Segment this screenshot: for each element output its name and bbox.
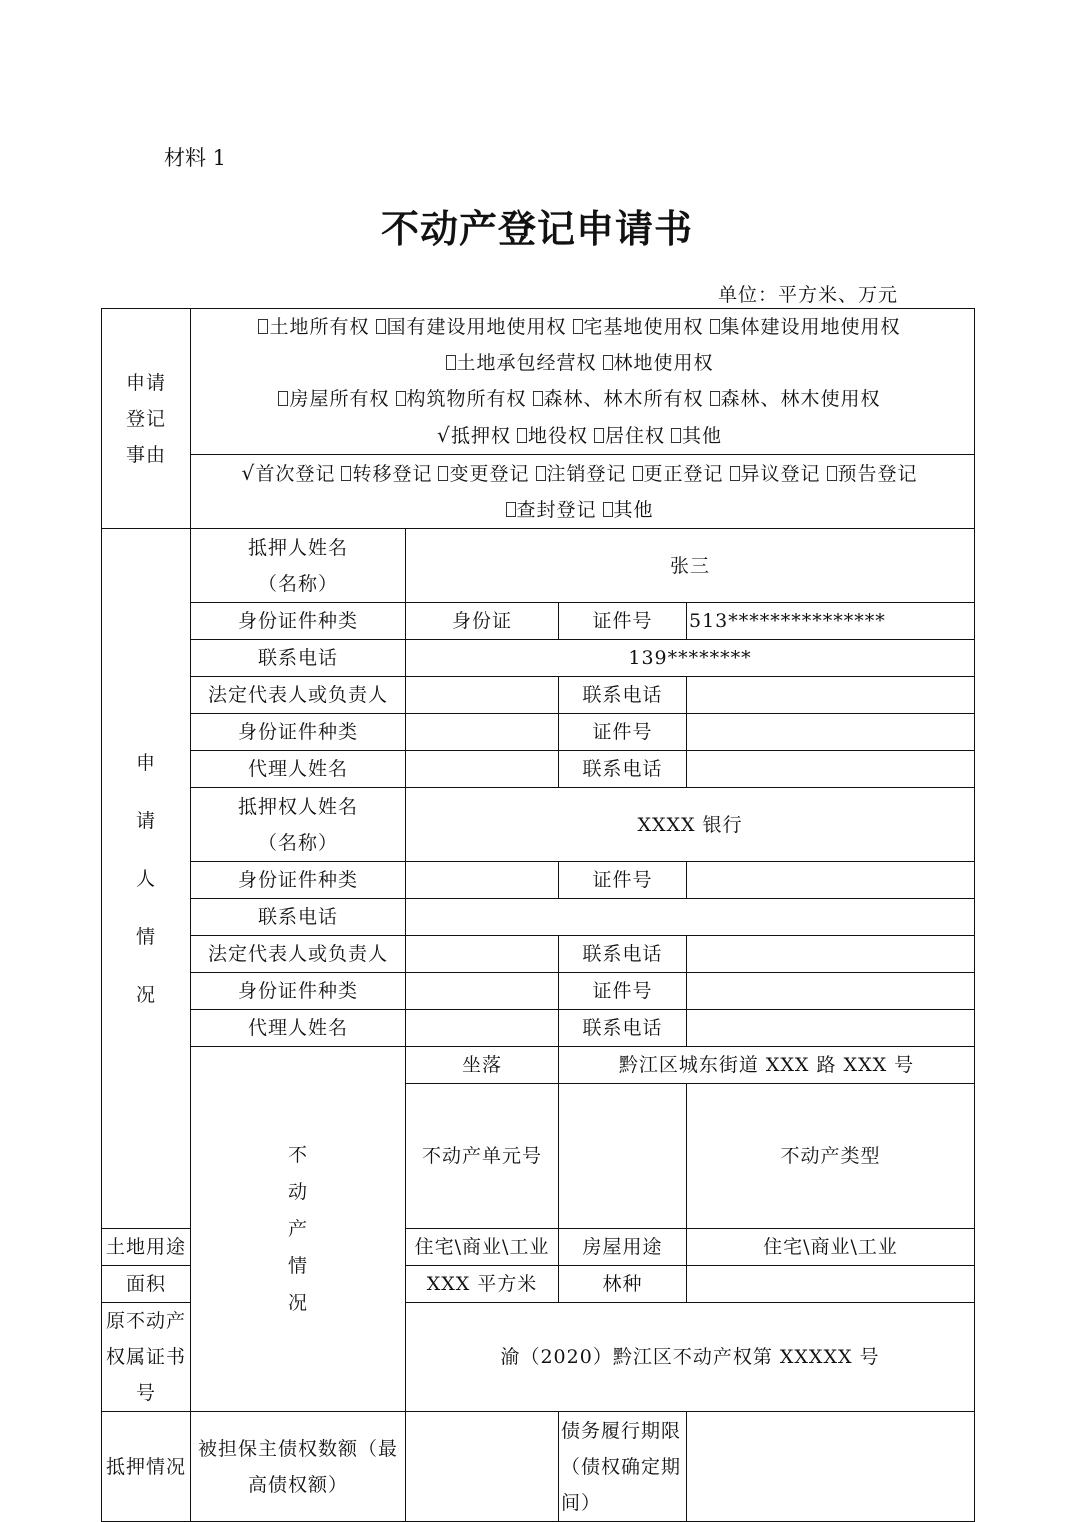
option-label: 注销登记 <box>546 463 627 485</box>
mortgagee-legal-rep-label: 法定代表人或负责人 <box>191 936 406 973</box>
page-title: 不动产登记申请书 <box>380 206 693 251</box>
checkbox-icon <box>396 391 406 406</box>
mortgagee-legal-id-no-value[interactable] <box>687 973 975 1010</box>
area-value[interactable]: XXX 平方米 <box>406 1266 559 1303</box>
mortgagee-legal-id-type-label: 身份证件种类 <box>191 973 406 1010</box>
mortgagee-phone-value[interactable] <box>406 899 975 936</box>
option-label: 其他 <box>682 425 723 447</box>
area-label: 面积 <box>102 1266 191 1303</box>
mortgagee-legal-phone-label: 联系电话 <box>559 936 687 973</box>
option-rights_line1-2[interactable] <box>573 309 704 345</box>
id-no-label: 证件号 <box>559 603 687 640</box>
unit-no-value[interactable] <box>559 1084 687 1229</box>
option-rights_line2-0[interactable] <box>278 381 389 417</box>
checkbox-icon <box>603 502 613 517</box>
option-label: 森林、林木所有权 <box>543 388 704 410</box>
option-label: 国有建设用地使用权 <box>386 316 567 338</box>
application-form <box>101 308 975 1522</box>
option-label: 其他 <box>613 499 654 521</box>
agent-label: 代理人姓名 <box>191 751 406 788</box>
location-value[interactable]: 黔江区城东街道 XXX 路 XXX 号 <box>559 1047 975 1084</box>
option-label: 查封登记 <box>516 499 597 521</box>
mortgagor-name-label: 抵押人姓名 （名称） <box>191 529 406 603</box>
term-value[interactable] <box>687 1412 975 1522</box>
forest-label: 林种 <box>559 1266 687 1303</box>
checkbox-icon <box>536 466 546 481</box>
option-rights_line3-3[interactable] <box>671 418 722 454</box>
option-rights_line2-3[interactable] <box>710 381 881 417</box>
option-types-4[interactable] <box>633 456 724 492</box>
id-type-value[interactable]: 身份证 <box>406 603 559 640</box>
option-rights_line2-2[interactable] <box>533 381 704 417</box>
checkbox-icon <box>533 391 543 406</box>
matter-side-label: 申请 登记 事由 <box>102 309 191 529</box>
option-rights_line3-1[interactable] <box>517 418 588 454</box>
rights-line-3 <box>193 417 972 454</box>
option-label: 预告登记 <box>837 463 918 485</box>
cert-value[interactable]: 渝（2020）黔江区不动产权第 XXXXX 号 <box>406 1303 975 1412</box>
rights-options <box>191 309 975 455</box>
mortgagee-agent-phone-value[interactable] <box>687 1010 975 1047</box>
unit-note: 单位：平方米、万元 <box>718 284 899 306</box>
option-rights_line1-4[interactable] <box>446 345 597 381</box>
legal-rep-value[interactable] <box>406 677 559 714</box>
option-rights_line1-0[interactable] <box>258 309 369 345</box>
option-label: 构筑物所有权 <box>406 388 527 410</box>
legal-id-type-label: 身份证件种类 <box>191 714 406 751</box>
mortgagee-name-value[interactable]: XXXX 银行 <box>406 788 975 862</box>
option-label: 居住权 <box>605 425 666 447</box>
checkbox-icon <box>710 319 720 334</box>
legal-rep-label: 法定代表人或负责人 <box>191 677 406 714</box>
option-label: 土地承包经营权 <box>456 352 597 374</box>
checkbox-icon <box>376 319 386 334</box>
registration-type-options <box>191 455 975 529</box>
land-use-label: 土地用途 <box>102 1229 191 1266</box>
checkbox-icon <box>573 319 583 334</box>
option-label: 房屋所有权 <box>289 388 390 410</box>
house-use-label: 房屋用途 <box>559 1229 687 1266</box>
mortgage-side-label: 抵押情况 <box>102 1412 191 1522</box>
mortgagee-legal-phone-value[interactable] <box>687 936 975 973</box>
option-rights_line3-0[interactable] <box>437 417 511 454</box>
option-label: 变更登记 <box>449 463 530 485</box>
legal-id-no-value[interactable] <box>687 714 975 751</box>
agent-phone-value[interactable] <box>687 751 975 788</box>
legal-id-no-label: 证件号 <box>559 714 687 751</box>
option-rights_line1-1[interactable] <box>376 309 567 345</box>
checkbox-icon <box>730 466 740 481</box>
checkbox-icon <box>278 391 288 406</box>
phone-label: 联系电话 <box>191 640 406 677</box>
legal-phone-label: 联系电话 <box>559 677 687 714</box>
option-types-1[interactable] <box>341 456 432 492</box>
option-types-2[interactable] <box>438 456 529 492</box>
property-side-label: 不 动 产 情 况 <box>191 1047 406 1412</box>
option-rights_line1-5[interactable] <box>603 345 714 381</box>
mortgagee-agent-phone-label: 联系电话 <box>559 1010 687 1047</box>
checkbox-icon <box>603 355 613 370</box>
document-label: 材料 1 <box>164 146 227 170</box>
option-label: 首次登记 <box>255 463 336 485</box>
option-label: 转移登记 <box>352 463 433 485</box>
phone-value[interactable]: 139******** <box>406 640 975 677</box>
mortgagee-id-type-value[interactable] <box>406 862 559 899</box>
unit-no-label: 不动产单元号 <box>406 1084 559 1229</box>
mortgagee-name-label: 抵押权人姓名 （名称） <box>191 788 406 862</box>
mortgagee-legal-id-no-label: 证件号 <box>559 973 687 1010</box>
mortgagor-name-value[interactable]: 张三 <box>406 529 975 603</box>
option-label: 土地所有权 <box>269 316 370 338</box>
option-types-6[interactable] <box>827 456 918 492</box>
id-type-label: 身份证件种类 <box>191 603 406 640</box>
applicant-side-label: 申 请 人 情 况 <box>102 529 191 1229</box>
checkbox-icon <box>594 428 604 443</box>
option-label: 地役权 <box>528 425 589 447</box>
mortgagee-id-type-label: 身份证件种类 <box>191 862 406 899</box>
checkbox-icon <box>258 319 268 334</box>
option-types-8[interactable] <box>603 492 654 528</box>
checkmark-icon: √ <box>241 461 256 485</box>
checkbox-icon <box>506 502 516 517</box>
checkbox-icon <box>633 466 643 481</box>
checkbox-icon <box>710 391 720 406</box>
land-use-value[interactable]: 住宅\商业\工业 <box>406 1229 559 1266</box>
rights-line-1 <box>193 309 972 381</box>
option-label: 林地使用权 <box>613 352 714 374</box>
option-label: 异议登记 <box>740 463 821 485</box>
mortgagee-id-no-label: 证件号 <box>559 862 687 899</box>
option-rights_line1-3[interactable] <box>710 309 901 345</box>
option-types-3[interactable] <box>536 456 627 492</box>
amount-label: 被担保主债权数额（最高债权额） <box>191 1412 406 1522</box>
property-type-label: 不动产类型 <box>687 1084 975 1229</box>
type-line <box>193 455 972 528</box>
option-types-7[interactable] <box>506 492 597 528</box>
option-rights_line3-2[interactable] <box>594 418 665 454</box>
cert-label: 原不动产权属证书号 <box>102 1303 191 1412</box>
id-no-value[interactable]: 513*************** <box>687 603 975 640</box>
option-label: 抵押权 <box>450 425 511 447</box>
option-types-5[interactable] <box>730 456 821 492</box>
option-label: 森林、林木使用权 <box>720 388 881 410</box>
mortgagee-agent-label: 代理人姓名 <box>191 1010 406 1047</box>
option-label: 集体建设用地使用权 <box>720 316 901 338</box>
checkmark-icon: √ <box>436 423 451 447</box>
checkbox-icon <box>446 355 456 370</box>
house-use-value[interactable]: 住宅\商业\工业 <box>687 1229 975 1266</box>
checkbox-icon <box>517 428 527 443</box>
mortgagee-legal-rep-value[interactable] <box>406 936 559 973</box>
option-label: 更正登记 <box>643 463 724 485</box>
mortgagee-id-no-value[interactable] <box>687 862 975 899</box>
mortgagee-agent-value[interactable] <box>406 1010 559 1047</box>
location-label: 坐落 <box>406 1047 559 1084</box>
checkbox-icon <box>341 466 351 481</box>
option-types-0[interactable] <box>241 455 335 492</box>
option-label: 宅基地使用权 <box>583 316 704 338</box>
legal-id-type-value[interactable] <box>406 714 559 751</box>
forest-value[interactable] <box>687 1266 975 1303</box>
term-label: 债务履行期限（债权确定期间） <box>559 1412 687 1522</box>
agent-value[interactable] <box>406 751 559 788</box>
mortgagee-phone-label: 联系电话 <box>191 899 406 936</box>
legal-phone-value[interactable] <box>687 677 975 714</box>
checkbox-icon <box>671 428 681 443</box>
checkbox-icon <box>827 466 837 481</box>
agent-phone-label: 联系电话 <box>559 751 687 788</box>
option-rights_line2-1[interactable] <box>396 381 527 417</box>
mortgagee-legal-id-type-value[interactable] <box>406 973 559 1010</box>
checkbox-icon <box>438 466 448 481</box>
rights-line-2 <box>193 381 972 417</box>
amount-value[interactable] <box>406 1412 559 1522</box>
